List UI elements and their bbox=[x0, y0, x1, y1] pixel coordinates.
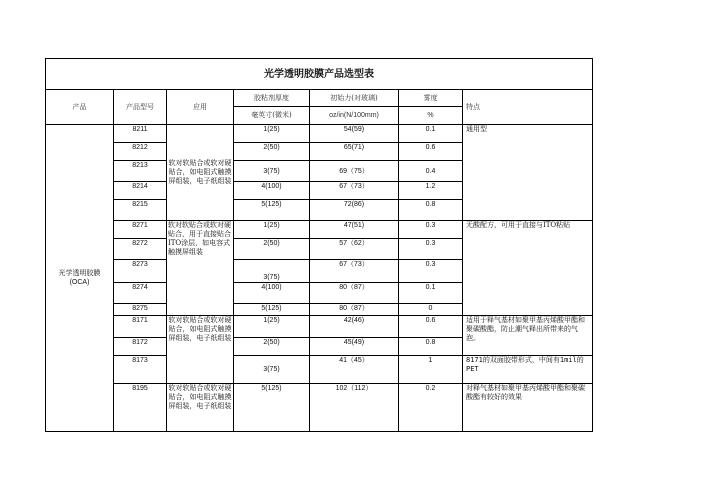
features-cell: 通用型 bbox=[463, 125, 593, 221]
category-name: 光学透明胶膜 bbox=[58, 269, 101, 277]
table-title: 光学透明胶膜产品选型表 bbox=[46, 59, 593, 90]
thickness-cell: 4(100) bbox=[234, 283, 310, 304]
adhesion-cell: 80（87） bbox=[310, 304, 399, 316]
thickness-cell: 1(25) bbox=[234, 316, 310, 338]
model-cell: 8271 bbox=[114, 221, 167, 239]
haze-cell: 0.1 bbox=[399, 125, 463, 143]
product-selection-table bbox=[45, 58, 593, 432]
features-cell: 对释气基材如聚甲基丙烯酸甲酯和聚碳酸酯有较好的效果 bbox=[463, 384, 593, 432]
thickness-cell: 2(50) bbox=[234, 338, 310, 356]
header-adhesion-unit: oz/in(N/100mm) bbox=[310, 107, 399, 125]
application-cell: 软对软贴合或软对硬贴合，用于直接贴合ITO涂层，如电容式触摸屏组装 bbox=[167, 221, 234, 316]
adhesion-cell: 42(46) bbox=[310, 316, 399, 338]
header-haze: 雾度 bbox=[399, 90, 463, 107]
header-application: 应用 bbox=[167, 90, 234, 125]
adhesion-cell: 67（73） bbox=[310, 260, 399, 283]
thickness-cell: 1(25) bbox=[234, 221, 310, 239]
model-cell: 8195 bbox=[114, 384, 167, 432]
model-cell: 8173 bbox=[114, 356, 167, 384]
thickness-cell: 2(50) bbox=[234, 143, 310, 161]
haze-cell: 0.2 bbox=[399, 384, 463, 432]
haze-cell: 0 bbox=[399, 304, 463, 316]
adhesion-cell: 80（87） bbox=[310, 283, 399, 304]
model-cell: 8272 bbox=[114, 239, 167, 260]
adhesion-cell: 47(51) bbox=[310, 221, 399, 239]
adhesion-cell: 72(86) bbox=[310, 200, 399, 221]
category-cell bbox=[46, 125, 114, 432]
haze-cell: 0.3 bbox=[399, 239, 463, 260]
thickness-cell: 3(75) bbox=[234, 356, 310, 384]
header-product: 产品 bbox=[46, 90, 114, 125]
haze-cell: 1 bbox=[399, 356, 463, 384]
model-cell: 8171 bbox=[114, 316, 167, 338]
model-cell: 8214 bbox=[114, 182, 167, 200]
thickness-cell: 5(125) bbox=[234, 200, 310, 221]
haze-cell: 0.3 bbox=[399, 221, 463, 239]
haze-cell: 0.3 bbox=[399, 260, 463, 283]
header-adhesion: 初始力(对玻璃) bbox=[310, 90, 399, 107]
model-cell: 8274 bbox=[114, 283, 167, 304]
thickness-cell: 3(75) bbox=[234, 161, 310, 182]
adhesion-cell: 57（62） bbox=[310, 239, 399, 260]
thickness-cell: 5(125) bbox=[234, 384, 310, 432]
thickness-cell: 2(50) bbox=[234, 239, 310, 260]
header-thickness-unit: 毫英寸(微米) bbox=[234, 107, 310, 125]
features-cell: 无酸配方，可用于直接与ITO粘贴 bbox=[463, 221, 593, 316]
model-cell: 8275 bbox=[114, 304, 167, 316]
haze-cell: 0.6 bbox=[399, 143, 463, 161]
haze-cell: 1.2 bbox=[399, 182, 463, 200]
haze-cell: 0.6 bbox=[399, 316, 463, 338]
features-cell: 适用于释气基材如聚甲基丙烯酸甲酯和聚碳酸酯，防止潮气释出所带来的气泡。 bbox=[463, 316, 593, 356]
header-model: 产品型号 bbox=[114, 90, 167, 125]
application-cell: 软对软贴合或软对硬贴合，如电阻式触摸屏组装，电子纸组装 bbox=[167, 316, 234, 384]
header-haze-unit: % bbox=[399, 107, 463, 125]
model-cell: 8213 bbox=[114, 161, 167, 182]
haze-cell: 0.1 bbox=[399, 283, 463, 304]
haze-cell: 0.4 bbox=[399, 161, 463, 182]
header-thickness: 胶粘剂厚度 bbox=[234, 90, 310, 107]
adhesion-cell: 41（45） bbox=[310, 356, 399, 384]
application-cell: 软对软贴合或软对硬贴合，如电阻式触摸屏组装，电子纸组装 bbox=[167, 125, 234, 221]
application-cell: 软对软贴合或软对硬贴合，如电阻式触摸屏组装，电子纸组装 bbox=[167, 384, 234, 432]
haze-cell: 0.8 bbox=[399, 338, 463, 356]
model-cell: 8212 bbox=[114, 143, 167, 161]
adhesion-cell: 67（73） bbox=[310, 182, 399, 200]
thickness-cell: 3(75) bbox=[234, 260, 310, 283]
haze-cell: 0.8 bbox=[399, 200, 463, 221]
adhesion-cell: 54(59) bbox=[310, 125, 399, 143]
model-cell: 8273 bbox=[114, 260, 167, 283]
adhesion-cell: 65(71) bbox=[310, 143, 399, 161]
model-cell: 8215 bbox=[114, 200, 167, 221]
adhesion-cell: 69（75） bbox=[310, 161, 399, 182]
features-cell: 8171的双面胶带形式，中间有1mil的PET bbox=[463, 356, 593, 384]
category-code: (OCA) bbox=[69, 279, 90, 286]
thickness-cell: 5(125) bbox=[234, 304, 310, 316]
thickness-cell: 1(25) bbox=[234, 125, 310, 143]
adhesion-cell: 45(49) bbox=[310, 338, 399, 356]
model-cell: 8172 bbox=[114, 338, 167, 356]
header-features: 特点 bbox=[463, 90, 593, 125]
thickness-cell: 4(100) bbox=[234, 182, 310, 200]
model-cell: 8211 bbox=[114, 125, 167, 143]
adhesion-cell: 102（112） bbox=[310, 384, 399, 432]
